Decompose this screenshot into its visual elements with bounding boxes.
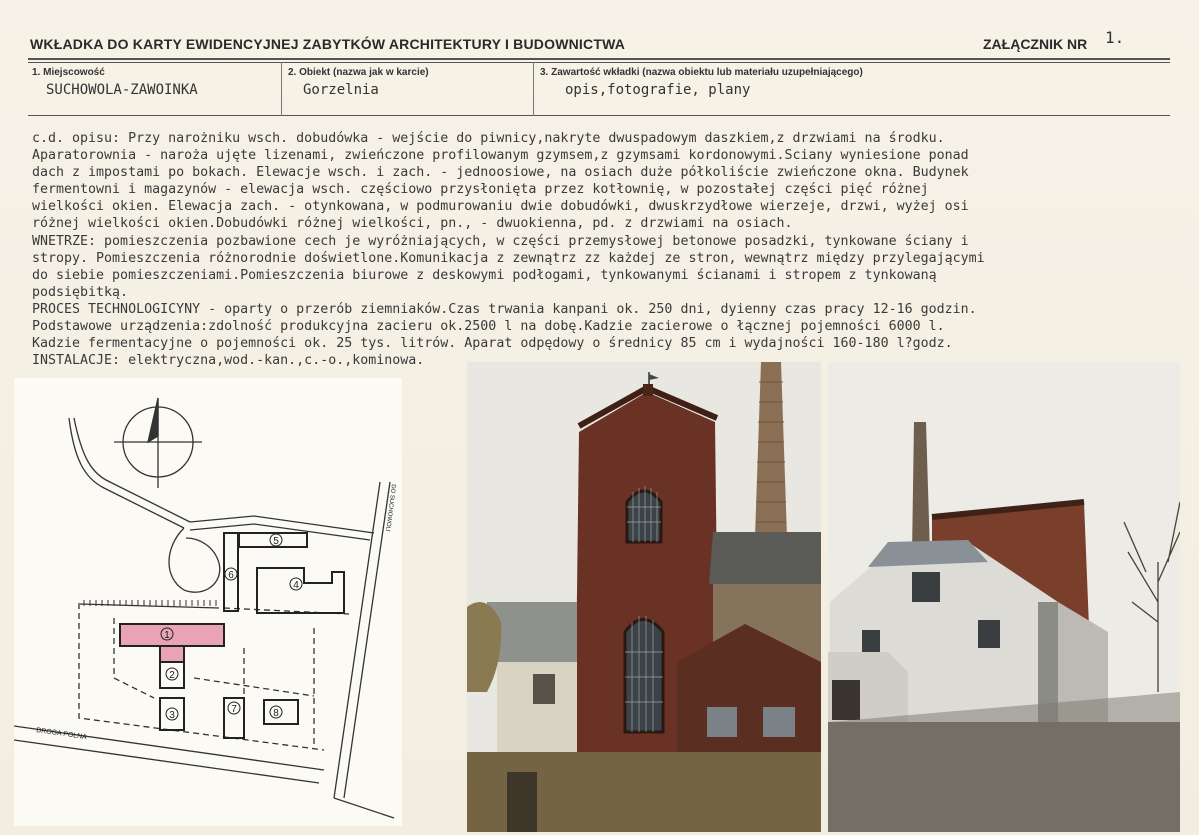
description-line: dach z impostami po bokach. Elewacje wsch. i zach. - jednoosiowe, na osiach duże półkoliście zwieńczone okna. Budynek	[32, 165, 969, 181]
field-label-object: 2. Obiekt (nazwa jak w karcie)	[288, 67, 429, 78]
site-plan	[14, 378, 402, 826]
form-title: WKŁADKA DO KARTY EWIDENCYJNEJ ZABYTKÓW ARCHITEKTURY I BUDOWNICTWA	[30, 36, 626, 52]
building-number-2: 2	[169, 670, 175, 681]
distillery-tower-photo	[467, 362, 821, 832]
annex-label: ZAŁĄCZNIK NR	[983, 36, 1088, 52]
road-label-right: DO SUCHOWOLI	[384, 483, 396, 532]
field-value-object: Gorzelnia	[303, 82, 379, 98]
description-line: PROCES TECHNOLOGICYNY - oparty o przerób ziemniaków.Czas trwania kanpani ok. 250 dni, dyienny czas pracy 12-16 godzin.	[32, 301, 977, 317]
description-line: c.d. opisu: Przy narożniku wsch. dobudówka - wejście do piwnicy,nakryte dwuspadowym daszkiem,z drzwiami na środku.	[32, 131, 945, 146]
description-line: wielkości okien. Elewacja zach. - otynkowana, w podmurowaniu dwie dobudówki, dwuskrzydłowe wierzeje, drzwi, wyżej osi	[32, 199, 969, 215]
building-number-5: 5	[273, 536, 279, 547]
road-label: DROGA POLNA	[35, 727, 88, 742]
building-number-7: 7	[231, 704, 237, 715]
description-text	[32, 130, 1199, 369]
description-line: podsiębitką.	[32, 284, 129, 300]
field-divider-2	[533, 62, 534, 116]
field-label-locality: 1. Miejscowość	[32, 67, 105, 78]
description-line: do siebie pomieszczeniami.Pomieszczenia biurowe z deskowymi podłogami, tynkowanymi ścianami i stropem z tynkowaną	[32, 267, 937, 283]
building-number-6: 6	[228, 570, 234, 581]
header-rule-top	[28, 58, 1170, 60]
description-line: stropy. Pomieszczenia różnorodnie doświetlone.Komunikacja z zewnątrz zz każdej ze stron, wewnątrz między przylegającymi	[32, 250, 985, 266]
building-number-3: 3	[169, 710, 175, 721]
header-rule-top-thin	[28, 62, 1170, 63]
field-value-content: opis,fotografie, plany	[565, 82, 751, 98]
field-label-content: 3. Zawartość wkładki (nazwa obiektu lub materiału uzupełniającego)	[540, 67, 863, 78]
side-photo-image	[828, 362, 1180, 832]
building-1-highlighted	[120, 624, 224, 646]
description-line: różnej wielkości okien.Dobudówki różnej wielkości, pn., - dwuokienna, pd. z drzwiami na osiach.	[32, 216, 793, 232]
building-number-4: 4	[293, 580, 299, 591]
description-line: Aparatorownia - naroża ujęte lizenami, zwieńczone profilowanym gzymsem,z gzymsami kordonowymi.Sciany wyniesione ponad	[32, 148, 969, 164]
distillery-side-photo	[828, 362, 1180, 832]
description-line: Podstawowe urządzenia:zdolność produkcyjna zacieru ok.2500 l na dobę.Kadzie zacierowe o łącznej pojemności 6000 l.	[32, 319, 945, 335]
description-line: fermentowni i magazynów - elewacja wsch. częściowo przysłonięta przez kotłownię, w pozostałej części pięć różnej	[32, 182, 929, 198]
description-line: Kadzie fermentacyjne o pojemności ok. 25 tys. litrów. Aparat odpędowy o średnicy 85 cm i wydajności 160-180 l?godz.	[32, 336, 953, 352]
annex-number: 1.	[1105, 28, 1125, 47]
description-line: WNETRZE: pomieszczenia pozbawione cech je wyróżniających, w części przemysłowej betonowe posadzki, tynkowane ściany i	[32, 233, 969, 249]
building-number-8: 8	[273, 708, 279, 719]
building-1-wing	[160, 646, 184, 662]
field-divider-1	[281, 62, 282, 116]
building-number-1: 1	[164, 630, 170, 641]
tower-photo-image	[467, 362, 821, 832]
road-line	[69, 418, 184, 528]
site-plan-drawing	[14, 378, 402, 826]
building-8	[264, 700, 298, 724]
building-4	[257, 568, 344, 613]
description-line: INSTALACJE: elektryczna,wod.-kan.,c.-o.,kominowa.	[32, 353, 425, 369]
field-value-locality: SUCHOWOLA-ZAWOINKA	[46, 82, 198, 98]
header-rule-bottom	[28, 115, 1170, 116]
